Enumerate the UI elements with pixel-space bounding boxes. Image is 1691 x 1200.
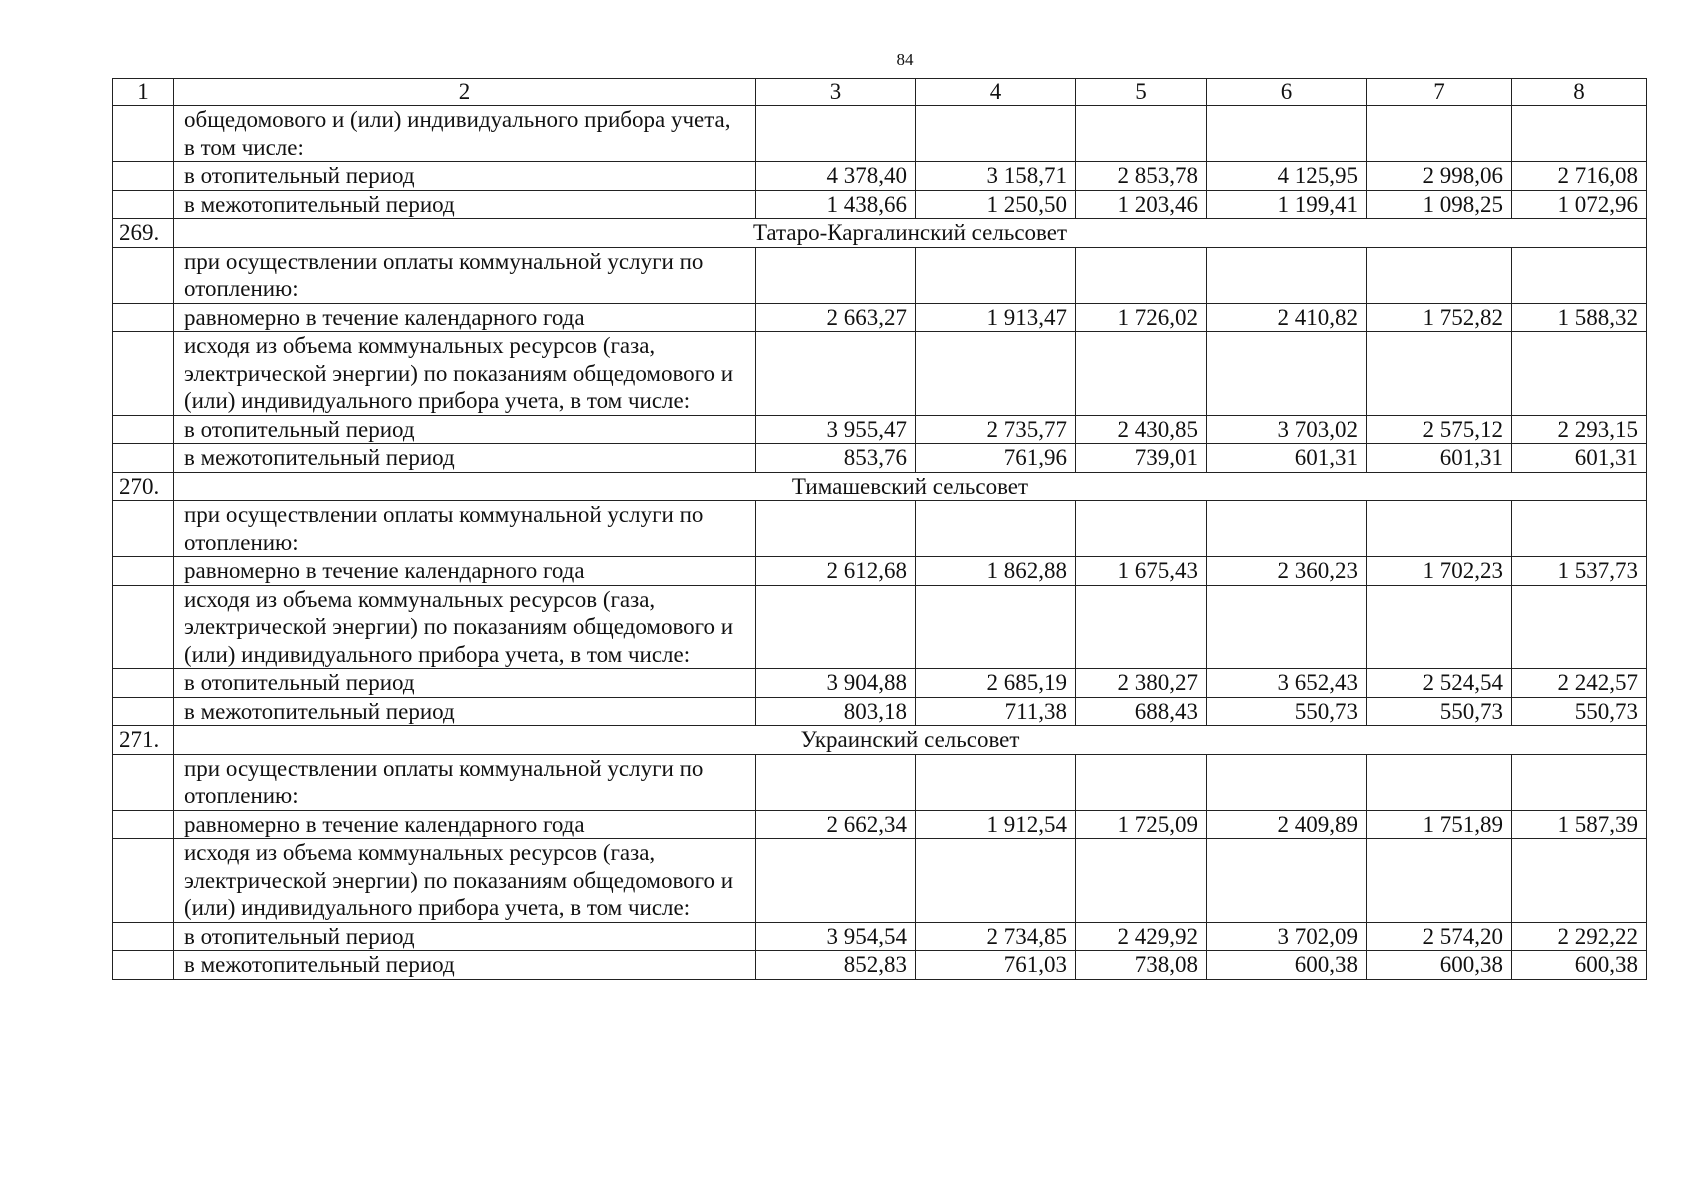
value-cell: 550,73 (1512, 697, 1647, 726)
value-cell: 3 702,09 (1207, 922, 1367, 951)
empty-value-cell (916, 106, 1076, 162)
table-row (113, 810, 1647, 839)
page-number: 84 (896, 50, 914, 69)
empty-value-cell (1076, 585, 1207, 669)
value-cell: 2 574,20 (1367, 922, 1512, 951)
section-header-row (113, 219, 1647, 248)
value-cell: 1 912,54 (916, 810, 1076, 839)
empty-value-cell (1076, 247, 1207, 303)
value-cell: 1 438,66 (756, 190, 916, 219)
empty-value-cell (1207, 501, 1367, 557)
empty-value-cell (1512, 501, 1647, 557)
empty-value-cell (916, 839, 1076, 923)
row-description: равномерно в течение календарного года (174, 810, 756, 839)
row-description: при осуществлении оплаты коммунальной услуги по отоплению: (174, 501, 756, 557)
row-index-cell (113, 247, 174, 303)
empty-value-cell (1207, 106, 1367, 162)
table-row (113, 951, 1647, 980)
empty-value-cell (756, 585, 916, 669)
section-number: 269. (113, 219, 174, 248)
column-number-row (113, 79, 1647, 106)
description-row (113, 247, 1647, 303)
empty-value-cell (916, 585, 1076, 669)
row-description: в межотопительный период (174, 444, 756, 473)
value-cell: 600,38 (1207, 951, 1367, 980)
value-cell: 550,73 (1207, 697, 1367, 726)
value-cell: 739,01 (1076, 444, 1207, 473)
value-cell: 2 735,77 (916, 415, 1076, 444)
row-description: в отопительный период (174, 922, 756, 951)
value-cell: 3 954,54 (756, 922, 916, 951)
table-row (113, 415, 1647, 444)
section-title: Украинский сельсовет (174, 726, 1647, 755)
row-description: равномерно в течение календарного года (174, 303, 756, 332)
value-cell: 3 904,88 (756, 669, 916, 698)
empty-value-cell (1512, 585, 1647, 669)
empty-value-cell (916, 754, 1076, 810)
empty-value-cell (1367, 501, 1512, 557)
empty-value-cell (1367, 585, 1512, 669)
column-number: 2 (174, 79, 756, 106)
empty-value-cell (916, 247, 1076, 303)
row-description: общедомового и (или) индивидуального прибора учета, в том числе: (174, 106, 756, 162)
table-row (113, 697, 1647, 726)
value-cell: 1 250,50 (916, 190, 1076, 219)
column-number: 8 (1512, 79, 1647, 106)
tariff-table (112, 78, 1647, 980)
empty-value-cell (1367, 332, 1512, 416)
description-row (113, 332, 1647, 416)
value-cell: 1 751,89 (1367, 810, 1512, 839)
value-cell: 600,38 (1512, 951, 1647, 980)
value-cell: 2 410,82 (1207, 303, 1367, 332)
value-cell: 3 703,02 (1207, 415, 1367, 444)
description-row (113, 754, 1647, 810)
empty-value-cell (756, 501, 916, 557)
value-cell: 852,83 (756, 951, 916, 980)
value-cell: 2 662,34 (756, 810, 916, 839)
row-description: равномерно в течение календарного года (174, 557, 756, 586)
value-cell: 711,38 (916, 697, 1076, 726)
row-description: в межотопительный период (174, 190, 756, 219)
row-description: исходя из объема коммунальных ресурсов (газа, электрической энергии) по показаниям общедомового и (или) индивидуального прибора учета, в том числе: (174, 332, 756, 416)
table-row (113, 669, 1647, 698)
value-cell: 2 734,85 (916, 922, 1076, 951)
value-cell: 738,08 (1076, 951, 1207, 980)
table-row (113, 162, 1647, 191)
value-cell: 601,31 (1207, 444, 1367, 473)
row-description: в межотопительный период (174, 951, 756, 980)
description-row (113, 501, 1647, 557)
table-row (113, 444, 1647, 473)
value-cell: 1 537,73 (1512, 557, 1647, 586)
value-cell: 4 125,95 (1207, 162, 1367, 191)
value-cell: 2 360,23 (1207, 557, 1367, 586)
description-row (113, 106, 1647, 162)
row-index-cell (113, 303, 174, 332)
value-cell: 1 752,82 (1367, 303, 1512, 332)
value-cell: 1 913,47 (916, 303, 1076, 332)
empty-value-cell (1512, 839, 1647, 923)
value-cell: 2 575,12 (1367, 415, 1512, 444)
value-cell: 601,31 (1512, 444, 1647, 473)
empty-value-cell (1512, 332, 1647, 416)
empty-value-cell (756, 106, 916, 162)
empty-value-cell (1367, 754, 1512, 810)
row-index-cell (113, 162, 174, 191)
column-number: 4 (916, 79, 1076, 106)
value-cell: 601,31 (1367, 444, 1512, 473)
value-cell: 600,38 (1367, 951, 1512, 980)
empty-value-cell (1207, 754, 1367, 810)
row-index-cell (113, 415, 174, 444)
column-number: 6 (1207, 79, 1367, 106)
value-cell: 2 663,27 (756, 303, 916, 332)
empty-value-cell (1207, 247, 1367, 303)
value-cell: 1 098,25 (1367, 190, 1512, 219)
empty-value-cell (1512, 247, 1647, 303)
value-cell: 1 588,32 (1512, 303, 1647, 332)
row-description: при осуществлении оплаты коммунальной услуги по отоплению: (174, 754, 756, 810)
empty-value-cell (1367, 106, 1512, 162)
table-body (113, 79, 1647, 980)
row-index-cell (113, 951, 174, 980)
empty-value-cell (1207, 839, 1367, 923)
empty-value-cell (1207, 585, 1367, 669)
value-cell: 2 685,19 (916, 669, 1076, 698)
section-header-row (113, 726, 1647, 755)
row-index-cell (113, 669, 174, 698)
row-description: в межотопительный период (174, 697, 756, 726)
value-cell: 2 716,08 (1512, 162, 1647, 191)
row-index-cell (113, 444, 174, 473)
column-number: 1 (113, 79, 174, 106)
row-description: в отопительный период (174, 669, 756, 698)
value-cell: 1 702,23 (1367, 557, 1512, 586)
row-index-cell (113, 697, 174, 726)
row-index-cell (113, 106, 174, 162)
value-cell: 1 675,43 (1076, 557, 1207, 586)
table-row (113, 190, 1647, 219)
value-cell: 2 293,15 (1512, 415, 1647, 444)
table-row (113, 557, 1647, 586)
empty-value-cell (1367, 839, 1512, 923)
section-number: 270. (113, 472, 174, 501)
column-number: 7 (1367, 79, 1512, 106)
empty-value-cell (1367, 247, 1512, 303)
empty-value-cell (916, 332, 1076, 416)
row-index-cell (113, 922, 174, 951)
row-index-cell (113, 839, 174, 923)
empty-value-cell (756, 332, 916, 416)
row-description: в отопительный период (174, 415, 756, 444)
value-cell: 2 409,89 (1207, 810, 1367, 839)
empty-value-cell (1512, 754, 1647, 810)
row-description: при осуществлении оплаты коммунальной услуги по отоплению: (174, 247, 756, 303)
row-index-cell (113, 557, 174, 586)
section-title: Тимашевский сельсовет (174, 472, 1647, 501)
value-cell: 1 072,96 (1512, 190, 1647, 219)
row-description: исходя из объема коммунальных ресурсов (газа, электрической энергии) по показаниям общедомового и (или) индивидуального прибора учета, в том числе: (174, 585, 756, 669)
value-cell: 2 292,22 (1512, 922, 1647, 951)
row-index-cell (113, 501, 174, 557)
description-row (113, 585, 1647, 669)
empty-value-cell (1207, 332, 1367, 416)
column-number: 5 (1076, 79, 1207, 106)
value-cell: 2 429,92 (1076, 922, 1207, 951)
value-cell: 688,43 (1076, 697, 1207, 726)
table-row (113, 303, 1647, 332)
empty-value-cell (1076, 332, 1207, 416)
row-index-cell (113, 190, 174, 219)
value-cell: 4 378,40 (756, 162, 916, 191)
empty-value-cell (756, 839, 916, 923)
row-index-cell (113, 810, 174, 839)
value-cell: 2 380,27 (1076, 669, 1207, 698)
row-index-cell (113, 585, 174, 669)
row-description: в отопительный период (174, 162, 756, 191)
value-cell: 2 242,57 (1512, 669, 1647, 698)
empty-value-cell (1512, 106, 1647, 162)
value-cell: 2 430,85 (1076, 415, 1207, 444)
column-number: 3 (756, 79, 916, 106)
value-cell: 761,96 (916, 444, 1076, 473)
empty-value-cell (1076, 501, 1207, 557)
value-cell: 3 158,71 (916, 162, 1076, 191)
value-cell: 761,03 (916, 951, 1076, 980)
value-cell: 1 199,41 (1207, 190, 1367, 219)
empty-value-cell (756, 247, 916, 303)
section-title: Татаро-Каргалинский сельсовет (174, 219, 1647, 248)
value-cell: 2 853,78 (1076, 162, 1207, 191)
value-cell: 2 998,06 (1367, 162, 1512, 191)
value-cell: 1 203,46 (1076, 190, 1207, 219)
section-number: 271. (113, 726, 174, 755)
row-index-cell (113, 754, 174, 810)
value-cell: 2 524,54 (1367, 669, 1512, 698)
table-row (113, 922, 1647, 951)
value-cell: 1 862,88 (916, 557, 1076, 586)
empty-value-cell (1076, 754, 1207, 810)
row-index-cell (113, 332, 174, 416)
row-description: исходя из объема коммунальных ресурсов (газа, электрической энергии) по показаниям общедомового и (или) индивидуального прибора учета, в том числе: (174, 839, 756, 923)
empty-value-cell (756, 754, 916, 810)
section-header-row (113, 472, 1647, 501)
description-row (113, 839, 1647, 923)
empty-value-cell (1076, 106, 1207, 162)
value-cell: 3 652,43 (1207, 669, 1367, 698)
empty-value-cell (1076, 839, 1207, 923)
empty-value-cell (916, 501, 1076, 557)
value-cell: 1 726,02 (1076, 303, 1207, 332)
value-cell: 1 725,09 (1076, 810, 1207, 839)
value-cell: 2 612,68 (756, 557, 916, 586)
value-cell: 853,76 (756, 444, 916, 473)
value-cell: 3 955,47 (756, 415, 916, 444)
value-cell: 803,18 (756, 697, 916, 726)
value-cell: 550,73 (1367, 697, 1512, 726)
value-cell: 1 587,39 (1512, 810, 1647, 839)
